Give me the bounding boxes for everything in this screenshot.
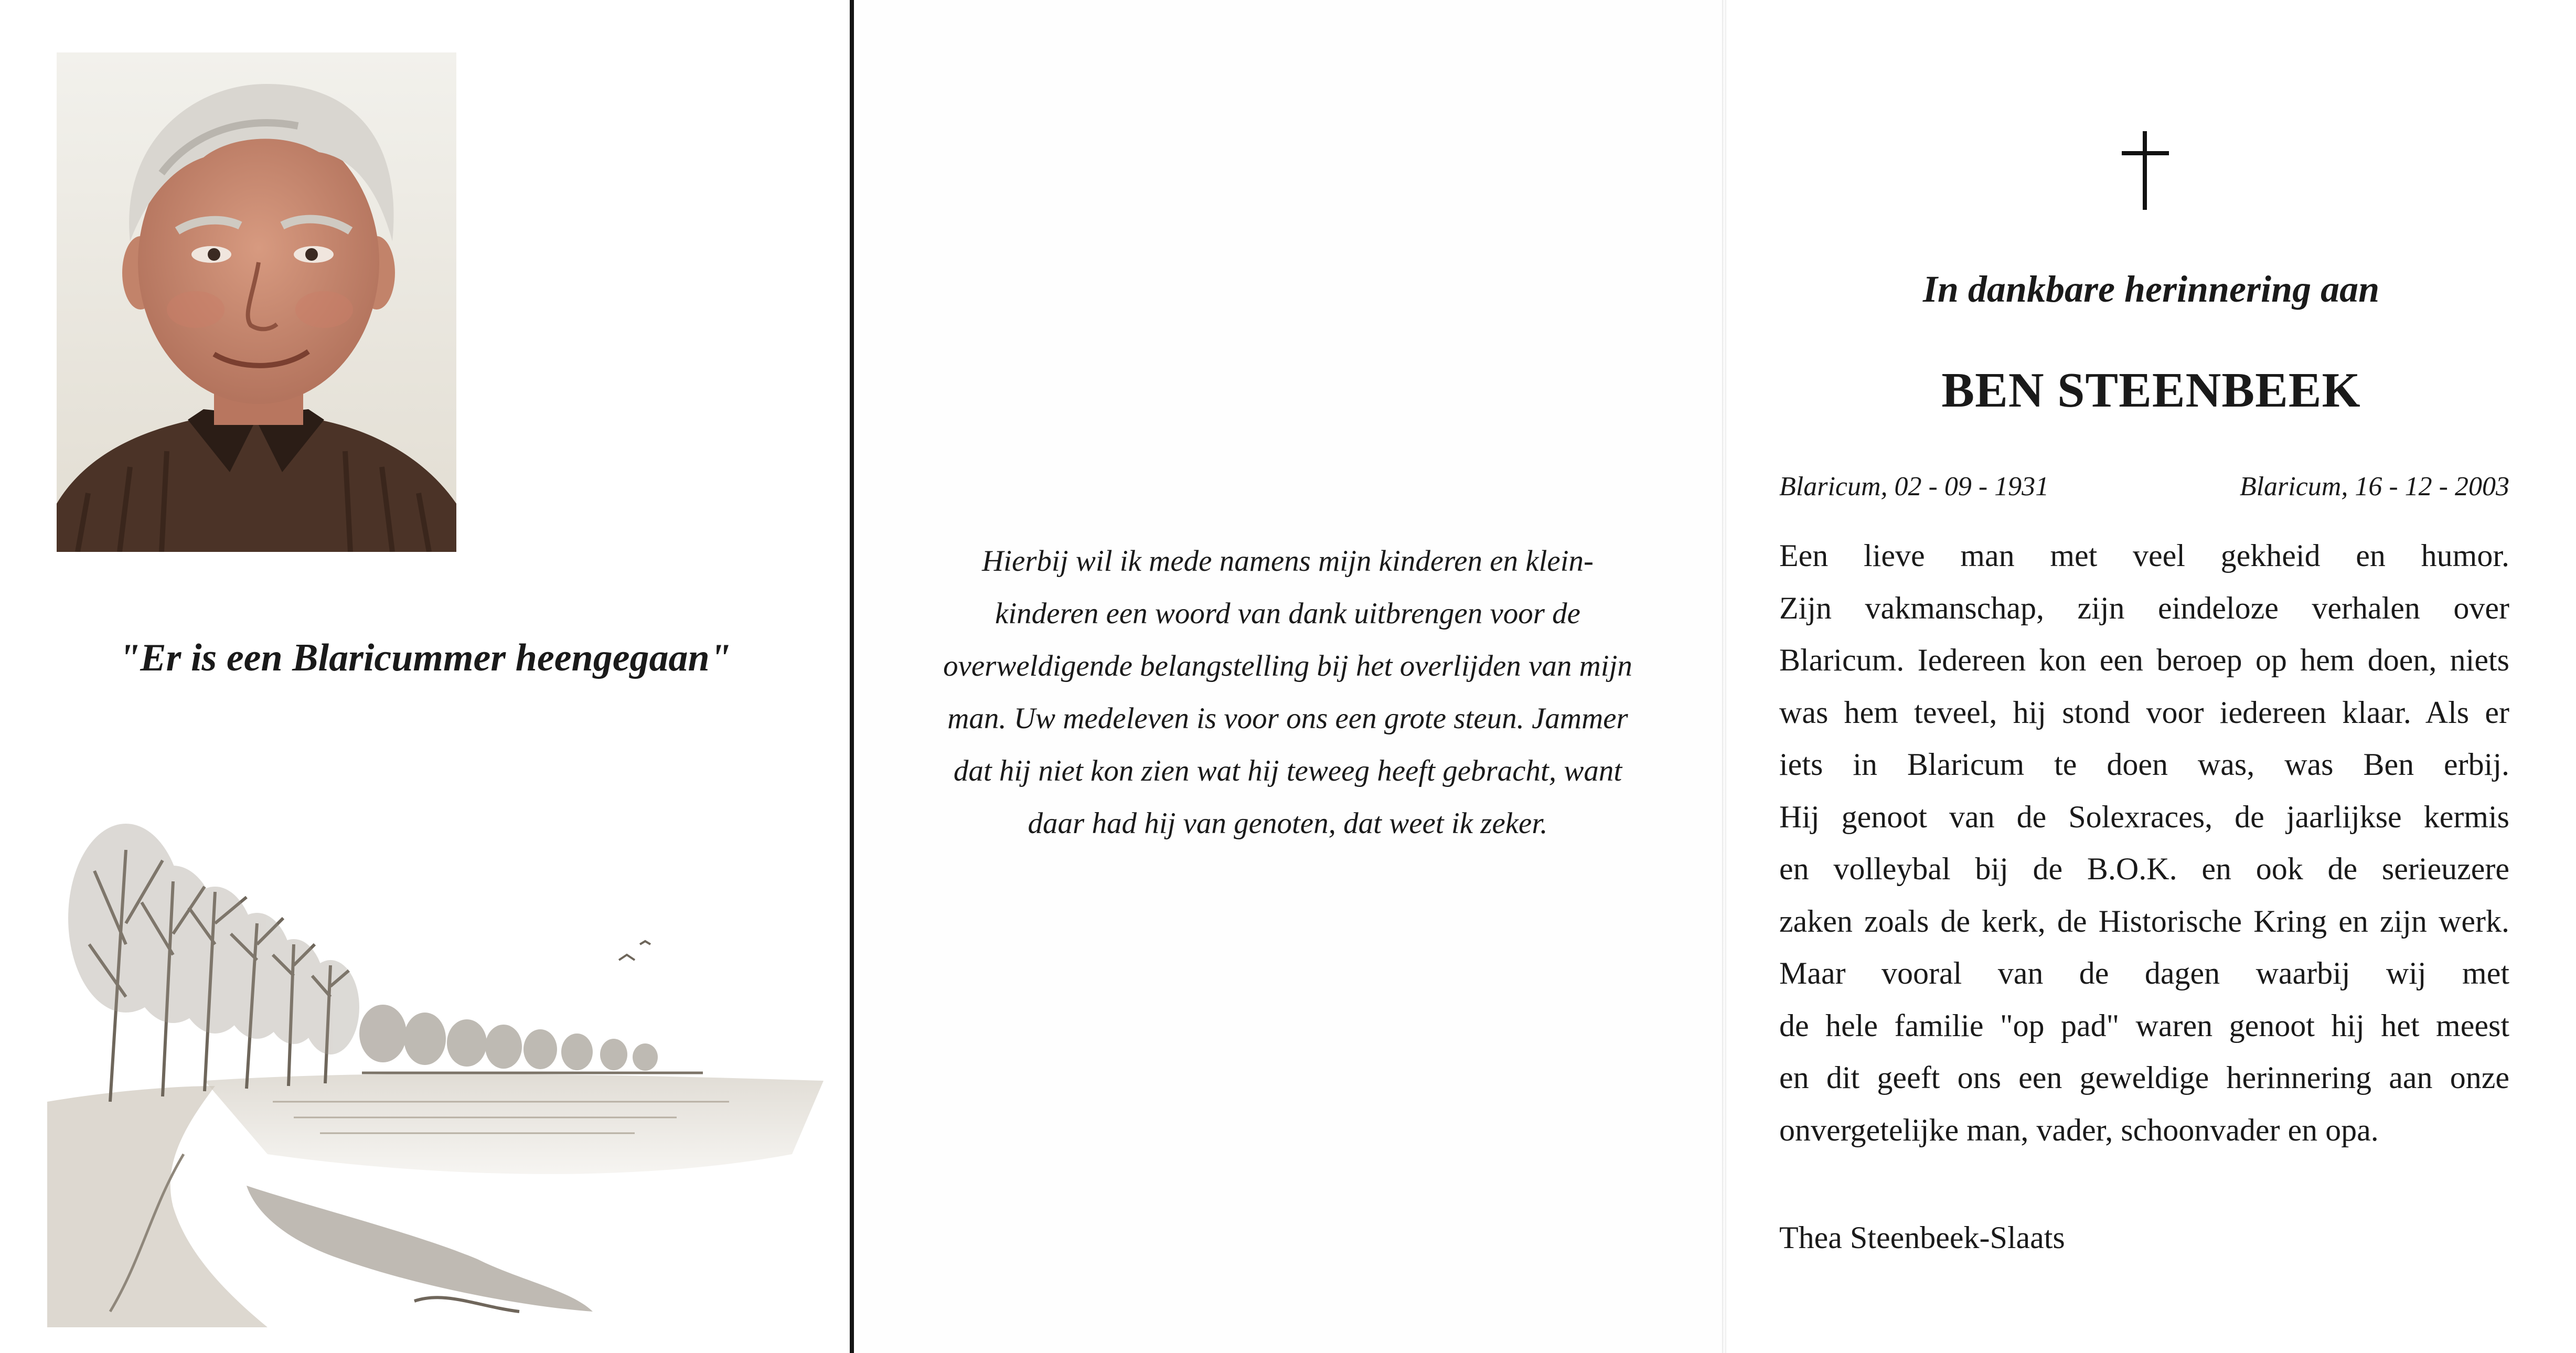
portrait-photo [57,52,456,552]
bio-line: Hij genoot van de Solexraces, de jaarlijkse kermis [1779,799,2509,834]
bio-line: Een lieve man met veel gekheid en humor. [1779,538,2509,573]
landscape-drawing [47,787,834,1333]
birth-date: Blaricum, 02 - 09 - 1931 [1779,472,2049,502]
bio-line: en dit geeft ons een geweldige herinnering aan onze [1779,1060,2509,1095]
fold-divider-right [1722,0,1726,1353]
quote-heading: "Er is een Blaricummer heengegaan" [119,636,731,679]
bio-line: zaken zoals de kerk, de Historische Kring en zijn werk. [1779,903,2509,939]
signature: Thea Steenbeek-Slaats [1779,1220,2065,1255]
landscape-illustration [47,787,834,1333]
intro-heading: In dankbare herinnering aan [1922,268,2380,310]
bio-line: onvergetelijke man, vader, schoonvader en opa. [1779,1112,2379,1147]
bio-line: was hem teveel, hij stond voor iedereen klaar. Als er [1779,695,2509,730]
thanks-line: kinderen een woord van dank uitbrengen voor de [995,597,1580,630]
bio-line: Maar vooral van de dagen waarbij wij met [1779,956,2509,990]
portrait-illustration [57,52,456,552]
bio-line: en volleybal bij de B.O.K. en ook de serieuzere [1779,851,2509,886]
bio-line: iets in Blaricum te doen was, was Ben erbij. [1779,747,2509,782]
thanks-line: Hierbij wil ik mede namens mijn kinderen en klein- [981,545,1594,578]
deceased-name: BEN STEENBEEK [1941,363,2361,418]
thanks-line: dat hij niet kon zien wat hij teweeg heeft gebracht, want [953,754,1622,787]
left-panel [0,0,850,1353]
thanks-text [913,535,1663,850]
thanks-line: man. Uw medeleven is voor ons een grote steun. Jammer [947,702,1628,735]
biography-text [1779,530,2509,1156]
thanks-line: daar had hij van genoten, dat weet ik zeker. [1028,807,1548,840]
fold-divider-left [850,0,854,1353]
thanks-line: overweldigende belangstelling bij het overlijden van mijn [943,649,1632,683]
bio-line: Zijn vakmanschap, zijn eindeloze verhalen over [1779,590,2509,625]
cross-icon [2122,131,2169,210]
death-date: Blaricum, 16 - 12 - 2003 [2239,472,2509,502]
bio-line: de hele familie "op pad" waren genoot hij het meest [1779,1008,2509,1043]
bio-line: Blaricum. Iedereen kon een beroep op hem doen, niets [1779,643,2509,677]
